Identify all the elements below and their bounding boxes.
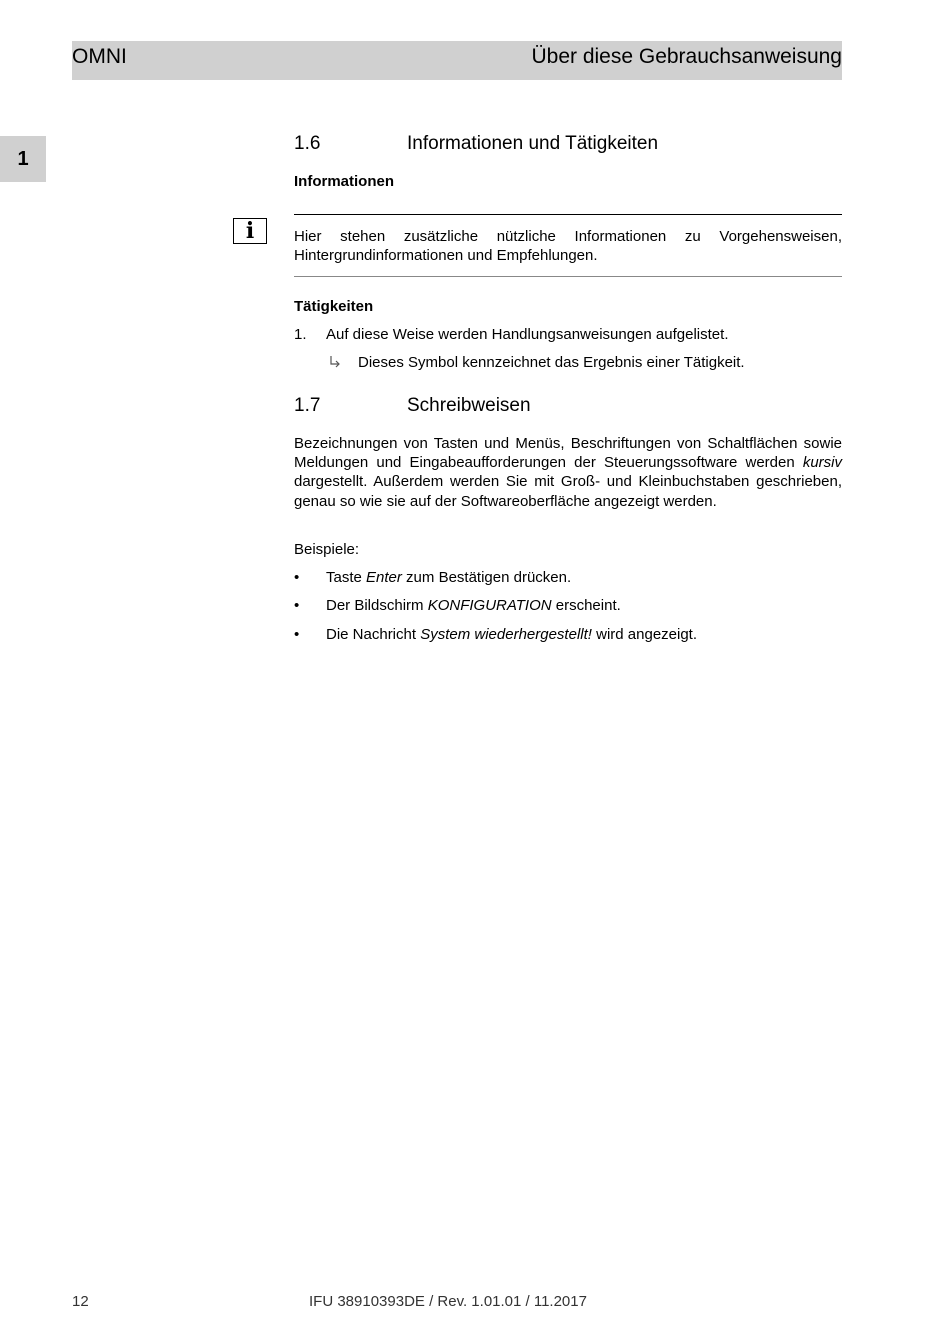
bullet-icon: • bbox=[294, 569, 300, 586]
info-text: Hier stehen zusätzliche nützliche Informationen zu Vorgehensweisen, Hintergrundinformationen und Empfehlungen. bbox=[294, 228, 842, 265]
info-subheading: Informationen bbox=[294, 173, 394, 190]
step-number: 1. bbox=[294, 326, 307, 343]
list-item-italic: Enter bbox=[366, 569, 402, 586]
paragraph-text: Bezeichnungen von Tasten und Menüs, Beschriftungen von Schaltflächen sowie Meldungen und Eingabeaufforderungen der Steuerungssoftware werden bbox=[294, 435, 842, 472]
notation-paragraph bbox=[294, 434, 842, 511]
info-box-bottom-rule bbox=[294, 276, 842, 277]
info-icon: i bbox=[233, 218, 267, 244]
list-item-text: Der Bildschirm bbox=[326, 597, 428, 614]
bullet-icon: • bbox=[294, 597, 300, 614]
section-title: Informationen und Tätigkeiten bbox=[407, 133, 659, 154]
header-chapter-title: Über diese Gebrauchsanweisung bbox=[531, 45, 842, 68]
header-product-name: OMNI bbox=[72, 45, 127, 68]
info-box-top-rule bbox=[294, 214, 842, 215]
list-item-text: Die Nachricht bbox=[326, 626, 421, 643]
result-text: Dieses Symbol kennzeichnet das Ergebnis einer Tätigkeit. bbox=[358, 354, 745, 371]
italic-example-word: kursiv bbox=[802, 454, 842, 472]
list-item bbox=[326, 597, 621, 614]
tasks-subheading: Tätigkeiten bbox=[294, 298, 374, 315]
document-reference: IFU 38910393DE / Rev. 1.01.01 / 11.2017 bbox=[309, 1293, 587, 1310]
section-number: 1.7 bbox=[294, 395, 321, 416]
section-number: 1.6 bbox=[294, 133, 321, 154]
page-number: 12 bbox=[72, 1293, 89, 1310]
list-item-italic: System wiederhergestellt! bbox=[420, 626, 592, 643]
list-item-text: erscheint. bbox=[551, 597, 621, 614]
examples-label: Beispiele: bbox=[294, 541, 360, 558]
list-item-text: Taste bbox=[326, 569, 367, 586]
list-item bbox=[326, 626, 697, 643]
step-text: Auf diese Weise werden Handlungsanweisungen aufgelistet. bbox=[326, 326, 729, 343]
paragraph-text: dargestellt. Außerdem werden Sie mit Groß- und Kleinbuchstaben geschrieben, genau so wie sie auf der Softwareoberfläche angezeigt werden. bbox=[294, 473, 842, 510]
list-item-italic: KONFIGURATION bbox=[427, 597, 552, 614]
page-header bbox=[72, 41, 842, 80]
list-item-text: zum Bestätigen drücken. bbox=[401, 569, 572, 586]
list-item-text: wird angezeigt. bbox=[591, 626, 698, 643]
bullet-icon: • bbox=[294, 626, 300, 643]
chapter-tab: 1 bbox=[0, 136, 46, 182]
section-title: Schreibweisen bbox=[407, 395, 531, 416]
list-item bbox=[326, 569, 571, 586]
result-arrow-icon bbox=[328, 355, 342, 372]
